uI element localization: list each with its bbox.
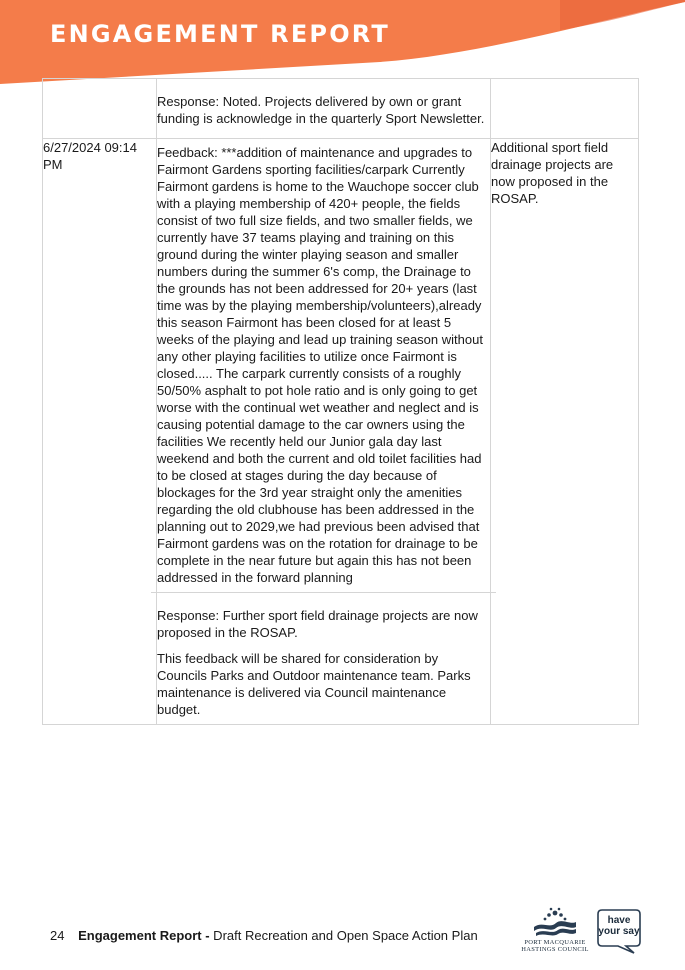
response-text: Response: Noted. Projects delivered by own or grant funding is acknowledge in the quarterly Sport Newsletter. bbox=[157, 94, 485, 126]
footer-doc-title: Draft Recreation and Open Space Action Plan bbox=[209, 928, 478, 943]
feedback-table bbox=[42, 78, 639, 725]
council-logo bbox=[520, 905, 590, 960]
action-cell: Additional sport field drainage projects are now proposed in the ROSAP. bbox=[491, 139, 639, 725]
logo-line-2: HASTINGS COUNCIL bbox=[521, 946, 589, 953]
feedback-text: Feedback: ***addition of maintenance and upgrades to Fairmont Gardens sporting facilities/carpark Currently Fairmont gardens is home to the Wauchope soccer club with a playing membership of 420+ people, the fields consist of two full size fields, and two smaller fields, we currently have 37 teams playing and training on this ground during the winter playing season and smaller numbers during the summer 6's comp, the Drainage to the grounds has not been addressed for 20+ years (last time was by the playing membership/volunteers),already this season Fairmont has been closed for at least 5 weeks of the playing and lead up training season without any other playing facilities to utilize once Fairmont is closed..... The carpark currently consists of a roughly 50/50% asphalt to pot hole ratio and is only going to get worse with the continual wet weather and neglect and is causing potential damage to the car owners using the facilities We recently held our Junior gala day last weekend and both the current and old toilet facilities had to be closed at stages during the day because of blockages for the 3rd year straight only the amenities regarding the old clubhouse has been addressed in the planning out to 2029,we had previous been advised that Fairmont gardens was on the rotation for drainage to be complete in the near future but again this has not been addressed in the forward planning bbox=[157, 145, 483, 585]
badge-line-2: your say bbox=[598, 926, 640, 937]
date-cell bbox=[43, 79, 157, 139]
lighthouse-wave-icon bbox=[520, 905, 590, 939]
table-row bbox=[43, 139, 639, 725]
page-footer bbox=[50, 928, 478, 943]
response-text: This feedback will be shared for consideration by Councils Parks and Outdoor maintenance team. Parks maintenance is delivered via Council maintenance budget. bbox=[157, 651, 471, 717]
have-your-say-badge bbox=[596, 908, 642, 954]
logo-line-1: PORT MACQUARIE bbox=[524, 939, 586, 946]
footer-doc-label: Engagement Report - bbox=[78, 928, 210, 943]
page-number: 24 bbox=[50, 928, 65, 943]
feedback-cell bbox=[157, 139, 491, 725]
action-cell bbox=[491, 79, 639, 139]
feedback-cell bbox=[157, 79, 491, 139]
badge-line-1: have bbox=[607, 915, 631, 926]
date-cell: 6/27/2024 09:14 PM bbox=[43, 139, 157, 725]
table-row bbox=[43, 79, 639, 139]
report-title: ENGAGEMENT REPORT bbox=[50, 20, 390, 48]
response-text: Response: Further sport field drainage projects are now proposed in the ROSAP. bbox=[157, 608, 478, 640]
